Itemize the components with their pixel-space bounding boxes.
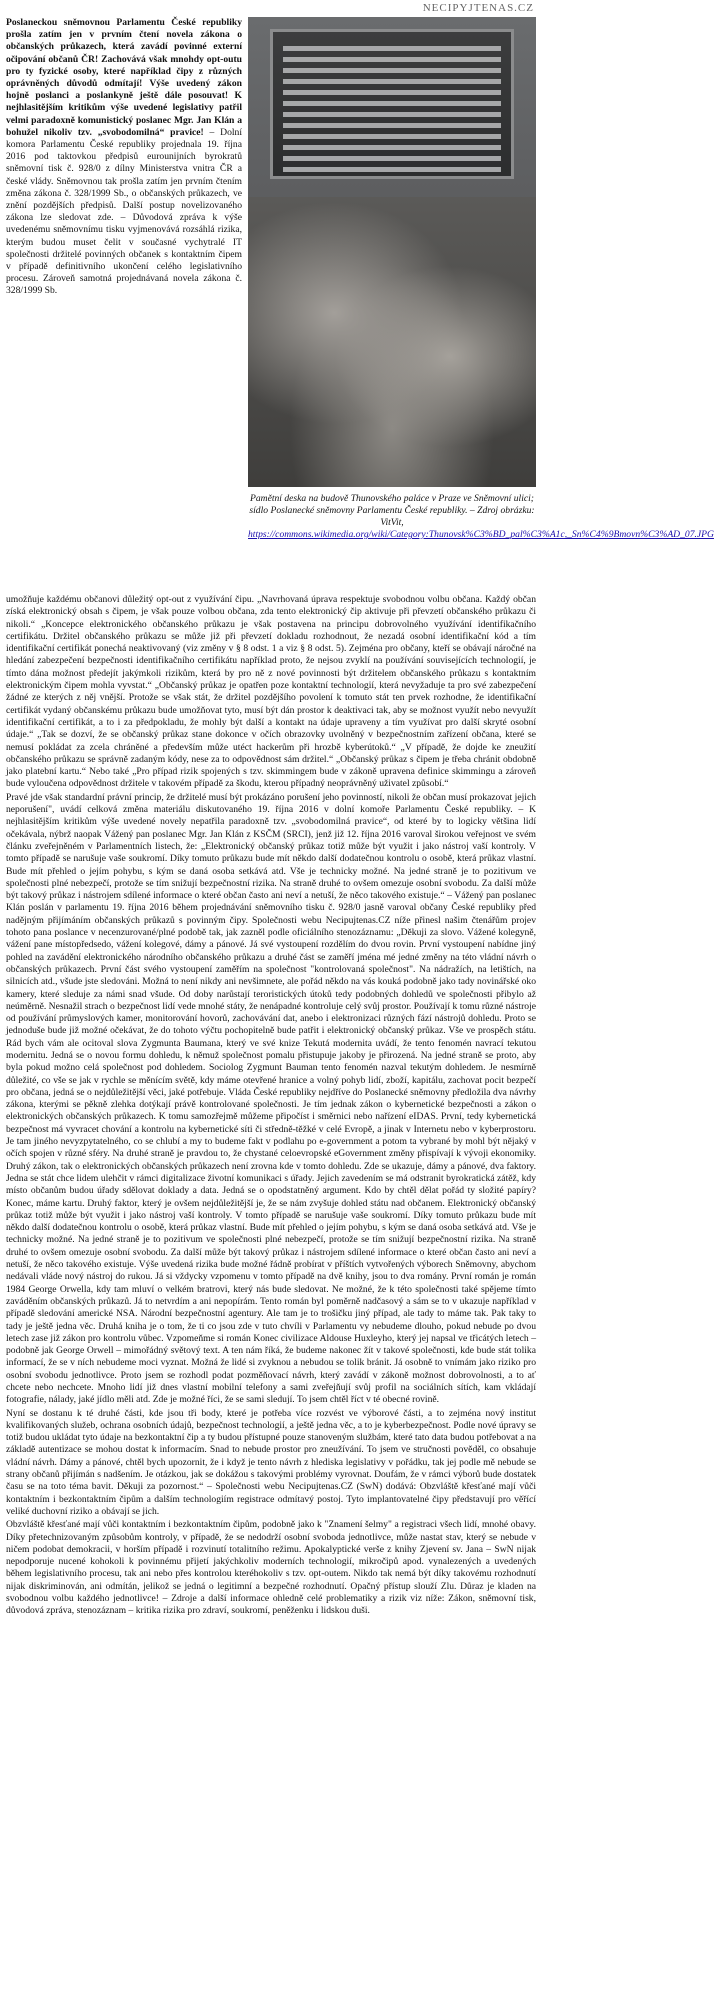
body-tail: Obzvláště křesťané mají vůči kontaktním i bezkontaktním čipům, podobně jako k "Znamení šelmy" a registraci všech lidí, mnohé obavy. Díky přetechnizovaným způsobům kontroly, v případě, že se nedodrží osobní svoboda jednotlivce, může nastat stav, který se nebude v ničem podobat demokracii, v horším případě i rozvinutí totalitního režimu. Apokalyptické verše z knihy Zjevení sv. Jana – SwN nijak nepodporuje nucené kohokoli k povinnému přijetí jakýchkoliv moderních technologií, mikročipů apod. vynalezených a uvedených během legislativního procesu, tak ani nebo přes kontrolou kteréhokoliv s tzv. opt-outem. Nikdo tak nemá být díky takovému rozhodnutí nijak diskriminován, ani odmítán, jelikož se jedná o legitimní a bezpečné rozhodnutí. Opačný přístup slouží Zlu. Důraz je kladen na svobodnou volbu každého jednotlivce! – Zdroje a další informace ohledně celé problematiky a rizik viz níže: Zákon, sněmovní tisk, důvodová zpráva, stenozáznam – kritika rizika pro zdraví, soukromí, peněženku i lidskou duši.: [6, 1519, 536, 1617]
body-paragraph-2: Pravé jde však standardní právní princip, že držitelé musí být prokázáno porušení jeho povinností, nikoli že občan musí prokazovat jejich neporušení", uvádí celková změna materiálu diskutovaného 19. října 2016 v dolní komoře Parlamentu České republiky. – K nejhlasitějším kritikům výše uvedené novely nepatřila paradoxně tzv. „svobodomilná pravice“, od které by to logicky většina lidí očekávala, nýbrž naopak Vážený pan poslanec Mgr. Jan Klán z KSČM (SRCI), jenž již 12. října 2016 varoval širokou veřejnost ve svém článku zveřejněném v Parlamentních listech, že: „Elektronický občanský průkaz totiž může být využit i jako nástroj vaší kontroly. V tomto případě se narušuje vaše soukromí. Díky tomuto průkazu bude mít někdo další dodatečnou kontrolu o osobě, která průkaz vlastní. Bude mít přehled o jejím pohybu, s kým se daná osoba setkává atd. Vše je technicky možné. Na jedné straně je to pozitivum ve společnosti plné nebezpečí, protože se tím snižují bezpečnostní rizika. Na straně druhé to ovšem omezuje osobní svobodu. Za další může být takový průkaz i nástrojem sdílené informace o které občan často ani neví a netuší, že něco takového existuje.“ – Vážený pan poslanec Klán poslán v parlamentu 19. října 2016 během projednávání sněmovního tisku č. 928/0 jasně varoval občany České republiky před nadějným přijímáním občanských průkazů s povinným čipy. Společnosti webu Necipujtenas.CZ níže přinesl našim čtenářům projev tohoto pana poslance v necenzurované/plné podobě tak, jak zazněl podle oficiálního stenozáznamu: „Děkuji za slovo. Vážené kolegyně, vážení pane místopředsedo, vážení kolegové, dámy a pánové. Já své vystoupení rozdělím do dvou rovin. První vystoupení nabídne jiný pohled na zavádění elektronického národního občanského průkazu a druhé část se zaměří jména mé jedné změny na této vládní návrh o občanských průkazech. První část svého vystoupení zaměřím na společnost "kontrolovaná společnost". Na nádražích, na letištích, na silnicích atd., všude jste sledováni. Možná to není nikdy ani nevšimnete, ale pořád někdo na vás kouká podobně jako tady novinářské oko kamery, které sleduje za námi snad všude. Od doby narůstají teroristických útoků tedy podobných dohledů ve společnosti přibylo až neúměrně. Nesnažil strach o bezpečnost lidí vede mnohé státy, že nenápadné kontroluje celý svůj prostor. Používají k tomu různé nástroje od používání průmyslových kamer, monitorování hovorů, zachovávání dat, anebo i elektronizaci různých fází nástrojů dohledu. Proto se jednoduše bude již možné očekávat, že do tohoto výčtu pochopitelně bude patřit i elektronický občanský průkaz. Vše ve prospěch státu. Rád bych vám ale ocitoval slova Zygmunta Baumana, který ve své knize Tekutá modernita uvádí, že tento fenomén navrací tekutou modernitu. Jedná se o novou formu dohledu, k němuž společnost pomalu přistupuje jakoby je přirozená. Na jedné straně se proto, aby byla pokud možno celá společnost pod dohledem. Sociolog Zygmunt Bauman tento fenomén nazval tekutým dohledem. Je nesmírně důležité, co vše se jak v rychle se měnícím světě, kdy máme otevřené hranice a volný pohyb lidí, zboží, kapitálu, zachovat pocit bezpečí pro občana, jedná se o nejdůležitější věci, jaké potřebuje. Vláda České republiky nejdříve do Poslanecké sněmovny předložila dva návrhy zákona, kterými se pěkně zlehka dotýkají právě kontrolované společnosti. Je tím jednak zákon o kybernetické bezpečnosti a zákon o elektronických občanských průkazech. K tomu samozřejmě můžeme připočíst i směrnici nebo nařízení eIDAS. První, tedy kybernetická bezpečnost má vyvracet chování a kontrolu na kybernetické síti či středně-těžké v celé Evropě, a jinak v Internetu nebo v kyberprostoru. Je tam jiného nevyzpytatelného, co se chlubí a my to budeme fakt v podlahu po e-government a potom ta vybrané by mohl být nějaký v očích spojen v různé sféry. Na druhé straně je pravdou to, že chystané celoevropské eGovernment změny přispívají k vývoji ekonomiky. Druhý zákon, tak o elektronických občanských průkazech není zrovna kde v tomto dohledu. Zde se ukazuje, dámy a pánové, dva faktory. Jedna se stát chce lidem ulehčit v rámci digitalizace životní komunikaci s úřady. Jejich zavedením se má odstranit byrokratická zátěž, kdy místo občanům budou úřady sdělovat doklady a data. Jedná se o opodstatněný argument. Kdo by chtěl dělat pořád ty složité papíry? Konec, máme kartu. Druhý faktor, který je ovšem nejdůležitější je, že se nám zvyšuje dohled státu nad občanem. Elektronický občanský průkaz totiž může být využit i jako nástroj vaší kontroly. V tomto případě se narušuje vaše soukromí. Díky tomuto průkazu bude mít někdo další dodatečnou kontrolu o osobě, která průkaz vlastní. Bude mít přehled o jejím pohybu, s kým se daná osoba setkává atd. Vše je technicky možné. Na jedné straně je to pozitivum ve společnosti plné nebezpečí, protože se tím snižují bezpečnostní rizika. Na straně druhé to ovšem omezuje osobní svobodu. Za další může být takový průkaz i nástrojem sdílené informace o které občan často ani neví a netuší, že něco takového existuje. Výše uvedená rizika bude možné řádně probírat v příštích vytvořených výborech Sněmovny, abychom nedávali vláde nový nástroj do rukou. Já si vždycky vzpomenu v tomto případě na dvě knihy, jsou to dva romány. První román je román 1984 George Orwella, kdy tam mluví o velkém bratrovi, který nás bude sledovat. Ne možné, že k této společnosti také spějeme tímto zaváděním občanských průkazů. Já to netvrdím a ani nepopírám. Tento román byl poměrně nadčasový a sám se to v ukazuje například v případě sledování americké NSA. Národní bezpečnostní agentury. Ale tam je to trošičku jiný případ, ale tady to máme tak. Pak taky to tady je ještě jedna věc. Druhá kniha je o tom, že ti co jsou zde v tuto chvíli v Parlamentu vy nebudeme dlouho, pokud nebude po dvou letech zase již zákon pro kontrolu vůbec. Vzpomeňme si román Konec civilizace Aldouse Huxleyho, který jej napsal ve třicátých letech – podobně jak George Orwell – mimořádný světový text. A ten nám říká, že budeme nakonec žít v takové společnosti, kde bude stát tolika informací, že se v ních nebudeme moci vyznat. Možná že lidé si zvyknou a nebudou se tolik bránit. Já osobně to vnímám jako riziko pro osobní svobodu jednotlivce. Proto jsem se rozhodl podat pozměňovací návrh, který zavádí v zákoně možnost dobrovolnosti, a to ať chcete nebo nechcete. Mnoho lidí již dnes vlastní mobilní telefony a sami zveřejňují svůj profil na sociálních sítích, kam vkládají fotografie, nálady, jaké jídlo měli atd. Zde je možné říci, že se sami sledují. To jsem chtěl říct v té obecné rovině.: [6, 791, 536, 1406]
caption-source-link[interactable]: https://commons.wikimedia.org/wiki/Category:Thunovsk%C3%BD_pal%C3%A1c,_Sn%C4%9Bmovn%C3%AD_07.JPG: [248, 529, 714, 540]
figure-caption: [248, 493, 714, 541]
figure: [248, 17, 714, 591]
lead-column: [6, 17, 242, 591]
site-name: NECIPYJTENAS.CZ: [422, 2, 534, 14]
memorial-plaque: [270, 29, 514, 179]
top-row: [6, 17, 714, 591]
plaque-photo: [248, 17, 536, 487]
body-paragraph-3: Nyní se dostanu k té druhé části, kde jsou tři body, které je potřeba více rozvést ve výborové části, a to zejména nový institut kvalifikovaných služeb, ochrana osobních údajů, bezpečnost technologií, a ještě jedna věc, a to je kyberbezpečnost. Podle nové úpravy se totiž budou ukládat tyto údaje na bezkontaktní čip a ty budou přístupné pouze stanoveným službám, které tato data budou potřebovat a na základě autentizace se mohou dostat k informacím. Snad to nebude prostor pro zneužívání. To jsem ve stručnosti pověděl, co obsahuje vládní návrh. Dámy a pánové, chtěl bych upozornit, že i když je tento návrh z hlediska legislativy v pořádku, tak jej podle mě nebude se strany občanů přijímán s nadšením. Je otázkou, jak se dokážou s takovými problémy vyrovnat. Doufám, že v rámci výborů bude dostatek času se na toto téma bavit. Děkuji za pozornost.“ – Společnosti webu Necipujtenas.CZ (SwN) dodává: Obzvláště křesťané mají vůči kontaktním i bezkontaktním čipům a dalším technologiím registrace odmítavý postoj. Tyto implantovatelné čipy představují pro věřící veliké duchovní riziko a obávají se jich.: [6, 1407, 536, 1517]
lead-text: – Dolní komora Parlamentu České republiky projednala 19. října 2016 pod taktovkou předpisů eurounijních byrokratů sněmovní tisk č. 928/0 z dílny Ministerstva vnitra ČR a české vlády. Sněmovnou tak prošla zatím jen prvním čtením změna zákona č. 328/1999 Sb., o občanských průkazech, ve znění pozdějších předpisů. Další postup novelizovaného zákona lze sledovat zde. – Důvodová zpráva k výše uvedenému sněmovnímu tisku vyjmenovává rozsáhlá rizika, kterým budou muset čelit v současné vychytralé IT společnosti držitelé povinných občanek s kontaktním čipem v případě definitivního ukončení celého legislativního procesu. Zároveň samotná projednávaná novela zákona č. 328/1999 Sb.: [6, 126, 242, 297]
caption-text: Pamětní deska na budově Thunovského paláce v Praze ve Sněmovní ulici; sídlo Poslanecké sněmovny Parlamentu České republiky. – Zdroj obrázku: VitVit,: [249, 493, 535, 528]
lead-bold-intro: Poslaneckou sněmovnou Parlamentu České republiky prošla zatím jen v prvním čtení novela zákona o občanských průkazech, která zavádí povinné externí očipování občanů ČR! Zachovává však mnohdy opt-outu pro ty fyzické osoby, které například čipy z různých oprávněných důvodů odmítají! Výše uvedený zákon hojně poslanci a poslankyně ještě dále posouvat! K nejhlasitějším kritikům výše uvedené legislativy patřil velmi paradoxně komunistický poslanec Mgr. Jan Klán a bohužel nikoliv tzv. „svobodomilná“ pravice!: [6, 17, 242, 138]
article-body: [6, 594, 536, 1994]
relief-sculpture: [248, 197, 536, 487]
body-paragraph-1: umožňuje každému občanovi důležitý opt-out z využívání čipu. „Navrhovaná úprava respektuje svobodnou volbu občana. Každý občan získá elektronický obsah s čipem, je však pouze volbou občana, zda tento elektronický čip aktivuje při převzetí občanského průkazu či nikoli.“ „Koncepce elektronického občanského průkazu je však postavena na principu dobrovolného využívání identifikačního certifikátu. Držitel občanského průkazu se může již při převzetí dokladu rozhodnout, že nezadá osobní identifikační kód a tím identifikační certifikát ponechá neaktivovaný (viz změny v § 8 odst. 1 a viz § 8 odst. 5). Zejména pro občany, kteří se obávají náročné na hledání zabezpečení bezpečnosti identifikačního certifikátu například proto, že nejsou zvyklí na používání souvisejících technologií, je tímto dána možnost předejít jakýmkoli rizikům, která by pro ně z nové povinnosti být držitelem občanského průkazu s kontaktním elektronickým čipem mohla vyvstat.“ „Občanský průkaz je opatřen poze kontaktní technologií, která nevyžaduje ta pro své zabezpečení žádné ze kterých z něj vnější. Protože se však stát, že držitel pozdějšího povolení k tomuto stát ten prvek rozhodne, že identifikační certifikát vydaný občanskému průkazu bude umožňovat tyto, musí být dán prostor k deaktivaci tak, aby se možnost využít nebo nevyužít identifikační certifikát, a to i za předpokladu, že mohly být další a kontakt na údaje upraveny a tím využívat pro další skryté osobní údaje.“ „Tak se dozví, že se občanský průkaz stane dokonce v očích obrazovky uvolněný v bezpečnostním zařízení občana, které se nemusí pokládat za zcela chráněné a především může utéct hackerům při hrozbě kyberútoků.“ „V případě, že dojde ke zneužití občanského průkazu se správně zadaným kódy, nese za to odpovědnost sám držitel.“ „Občanský průkaz s čipem je třeba chránit obdobně jako platební kartu.“ Nebo také „Pro případ rizik spojených s tzv. skimmingem bude v zákoně upravena definice skimmingu a zároveň bude vyloučena odpovědnost držitele v takovém případě za škodu, kterou případný neoprávněný uživatel způsobí.“: [6, 594, 536, 790]
